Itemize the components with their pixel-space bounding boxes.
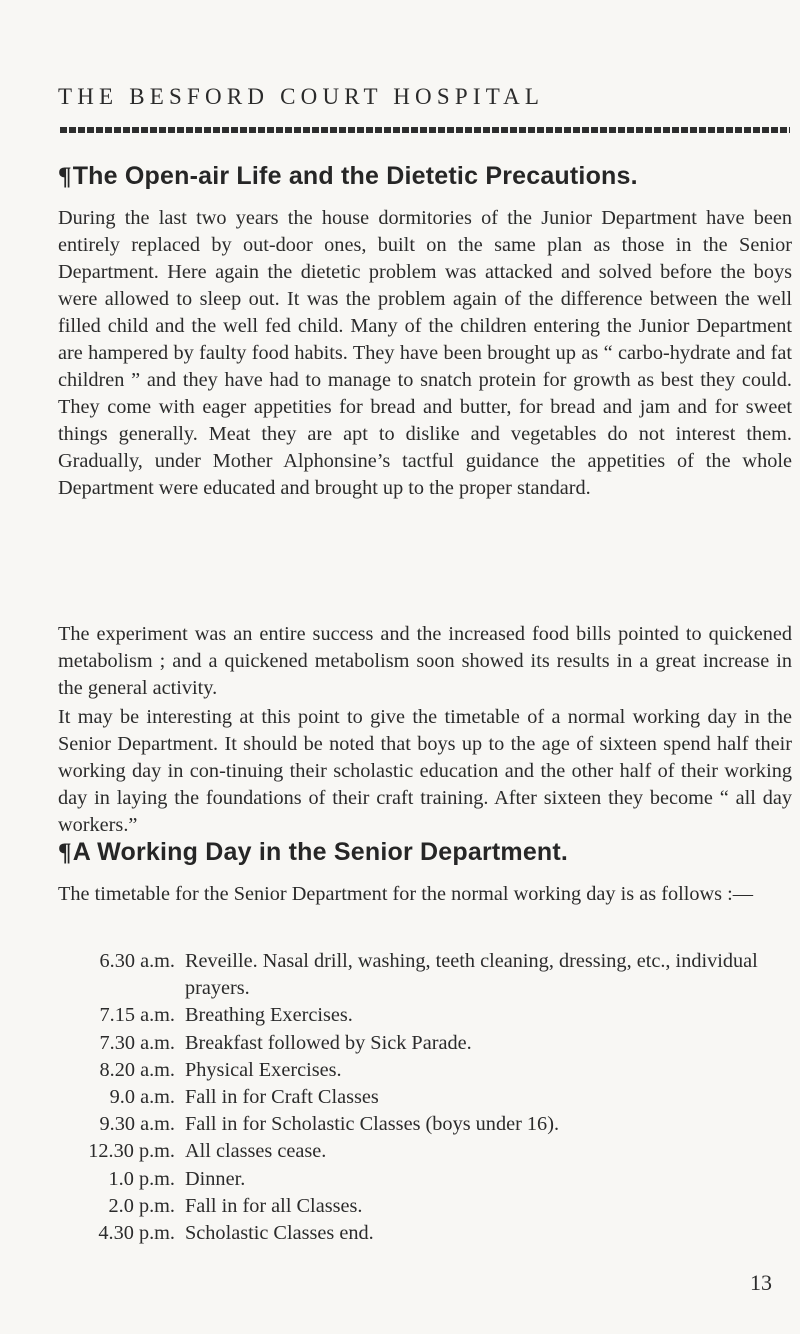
timetable [58,948,792,1247]
activity: Fall in for Scholastic Classes (boys under 16). [185,1113,560,1136]
time: 1.0 p.m. [108,1167,175,1190]
timetable-row [58,1002,792,1029]
timetable-row [58,1193,792,1220]
section-heading-working-day [58,838,568,867]
activity: Breakfast followed by Sick Parade. [185,1031,472,1054]
paragraph-mark: ¶ [58,163,72,190]
running-head: THE BESFORD COURT HOSPITAL [58,84,545,109]
paragraph: During the last two years the house dormitories of the Junior Department have been entirely replaced by out-door ones, built on the same plan as those in the Senior Department. Here again the dietetic problem was attacked and solved before the boys were allowed to sleep out. It was the problem again of the difference between the well filled child and the well fed child. Many of the children entering the Junior Department are hampered by faulty food habits. They have been brought up as “ carbo-hydrate and fat children ” and they have had to manage to snatch protein for growth as best they could. They come with eager appetities for bread and butter, for bread and jam and for sweet things generally. Meat they are apt to dislike and vegetables do not interest them. Gradually, under Mother Alphonsine’s tactful guidance the appetities of the whole Department were educated and brought up to the proper standard. [58,207,792,499]
section-heading-open-air [58,162,638,191]
paragraph: The timetable for the Senior Department for the normal working day is as follows :— [58,883,754,905]
timetable-row [58,1138,792,1165]
time: 8.20 a.m. [99,1058,175,1081]
activity: Fall in for Craft Classes [185,1086,379,1109]
dotted-rule [60,127,790,133]
time: 7.15 a.m. [99,1004,175,1027]
timetable-row [58,1057,792,1084]
timetable-row [58,1220,792,1247]
time: 9.0 a.m. [109,1086,175,1109]
section-title: A Working Day in the Senior Department. [72,838,569,866]
timetable-row [58,1166,792,1193]
timetable-row [58,1111,792,1138]
paragraph: The experiment was an entire success and the increased food bills pointed to quickened metabolism ; and a quickened metabolism soon showed its results in a great increase in the general activity. [58,623,792,699]
time: 6.30 a.m. [99,950,175,972]
activity: Physical Exercises. [185,1058,342,1081]
time: 12.30 p.m. [88,1140,175,1163]
paragraph: It may be interesting at this point to give the timetable of a normal working day in the Senior Department. It should be noted that boys up to the age of sixteen spend half their working day in con-tinuing their scholastic education and the other half of their working day in laying the foundations of their craft training. After sixteen they become “ all day workers.” [58,706,792,836]
paragraph-mark: ¶ [58,839,72,866]
page-number: 13 [750,1270,772,1295]
time: 4.30 p.m. [98,1222,175,1245]
activity: Breathing Exercises. [185,1004,353,1027]
activity: Fall in for all Classes. [185,1194,363,1217]
activity: Dinner. [185,1167,246,1190]
time: 7.30 a.m. [99,1031,175,1054]
timetable-row [58,1030,792,1057]
activity: Reveille. Nasal drill, washing, teeth cleaning, dressing, etc., individual prayers. [185,950,758,1000]
activity: Scholastic Classes end. [185,1222,374,1245]
section-title: The Open-air Life and the Dietetic Precautions. [72,162,638,190]
timetable-row [58,948,792,1002]
time: 2.0 p.m. [108,1194,175,1217]
activity: All classes cease. [185,1140,327,1163]
time: 9.30 a.m. [99,1113,175,1136]
timetable-row [58,1084,792,1111]
